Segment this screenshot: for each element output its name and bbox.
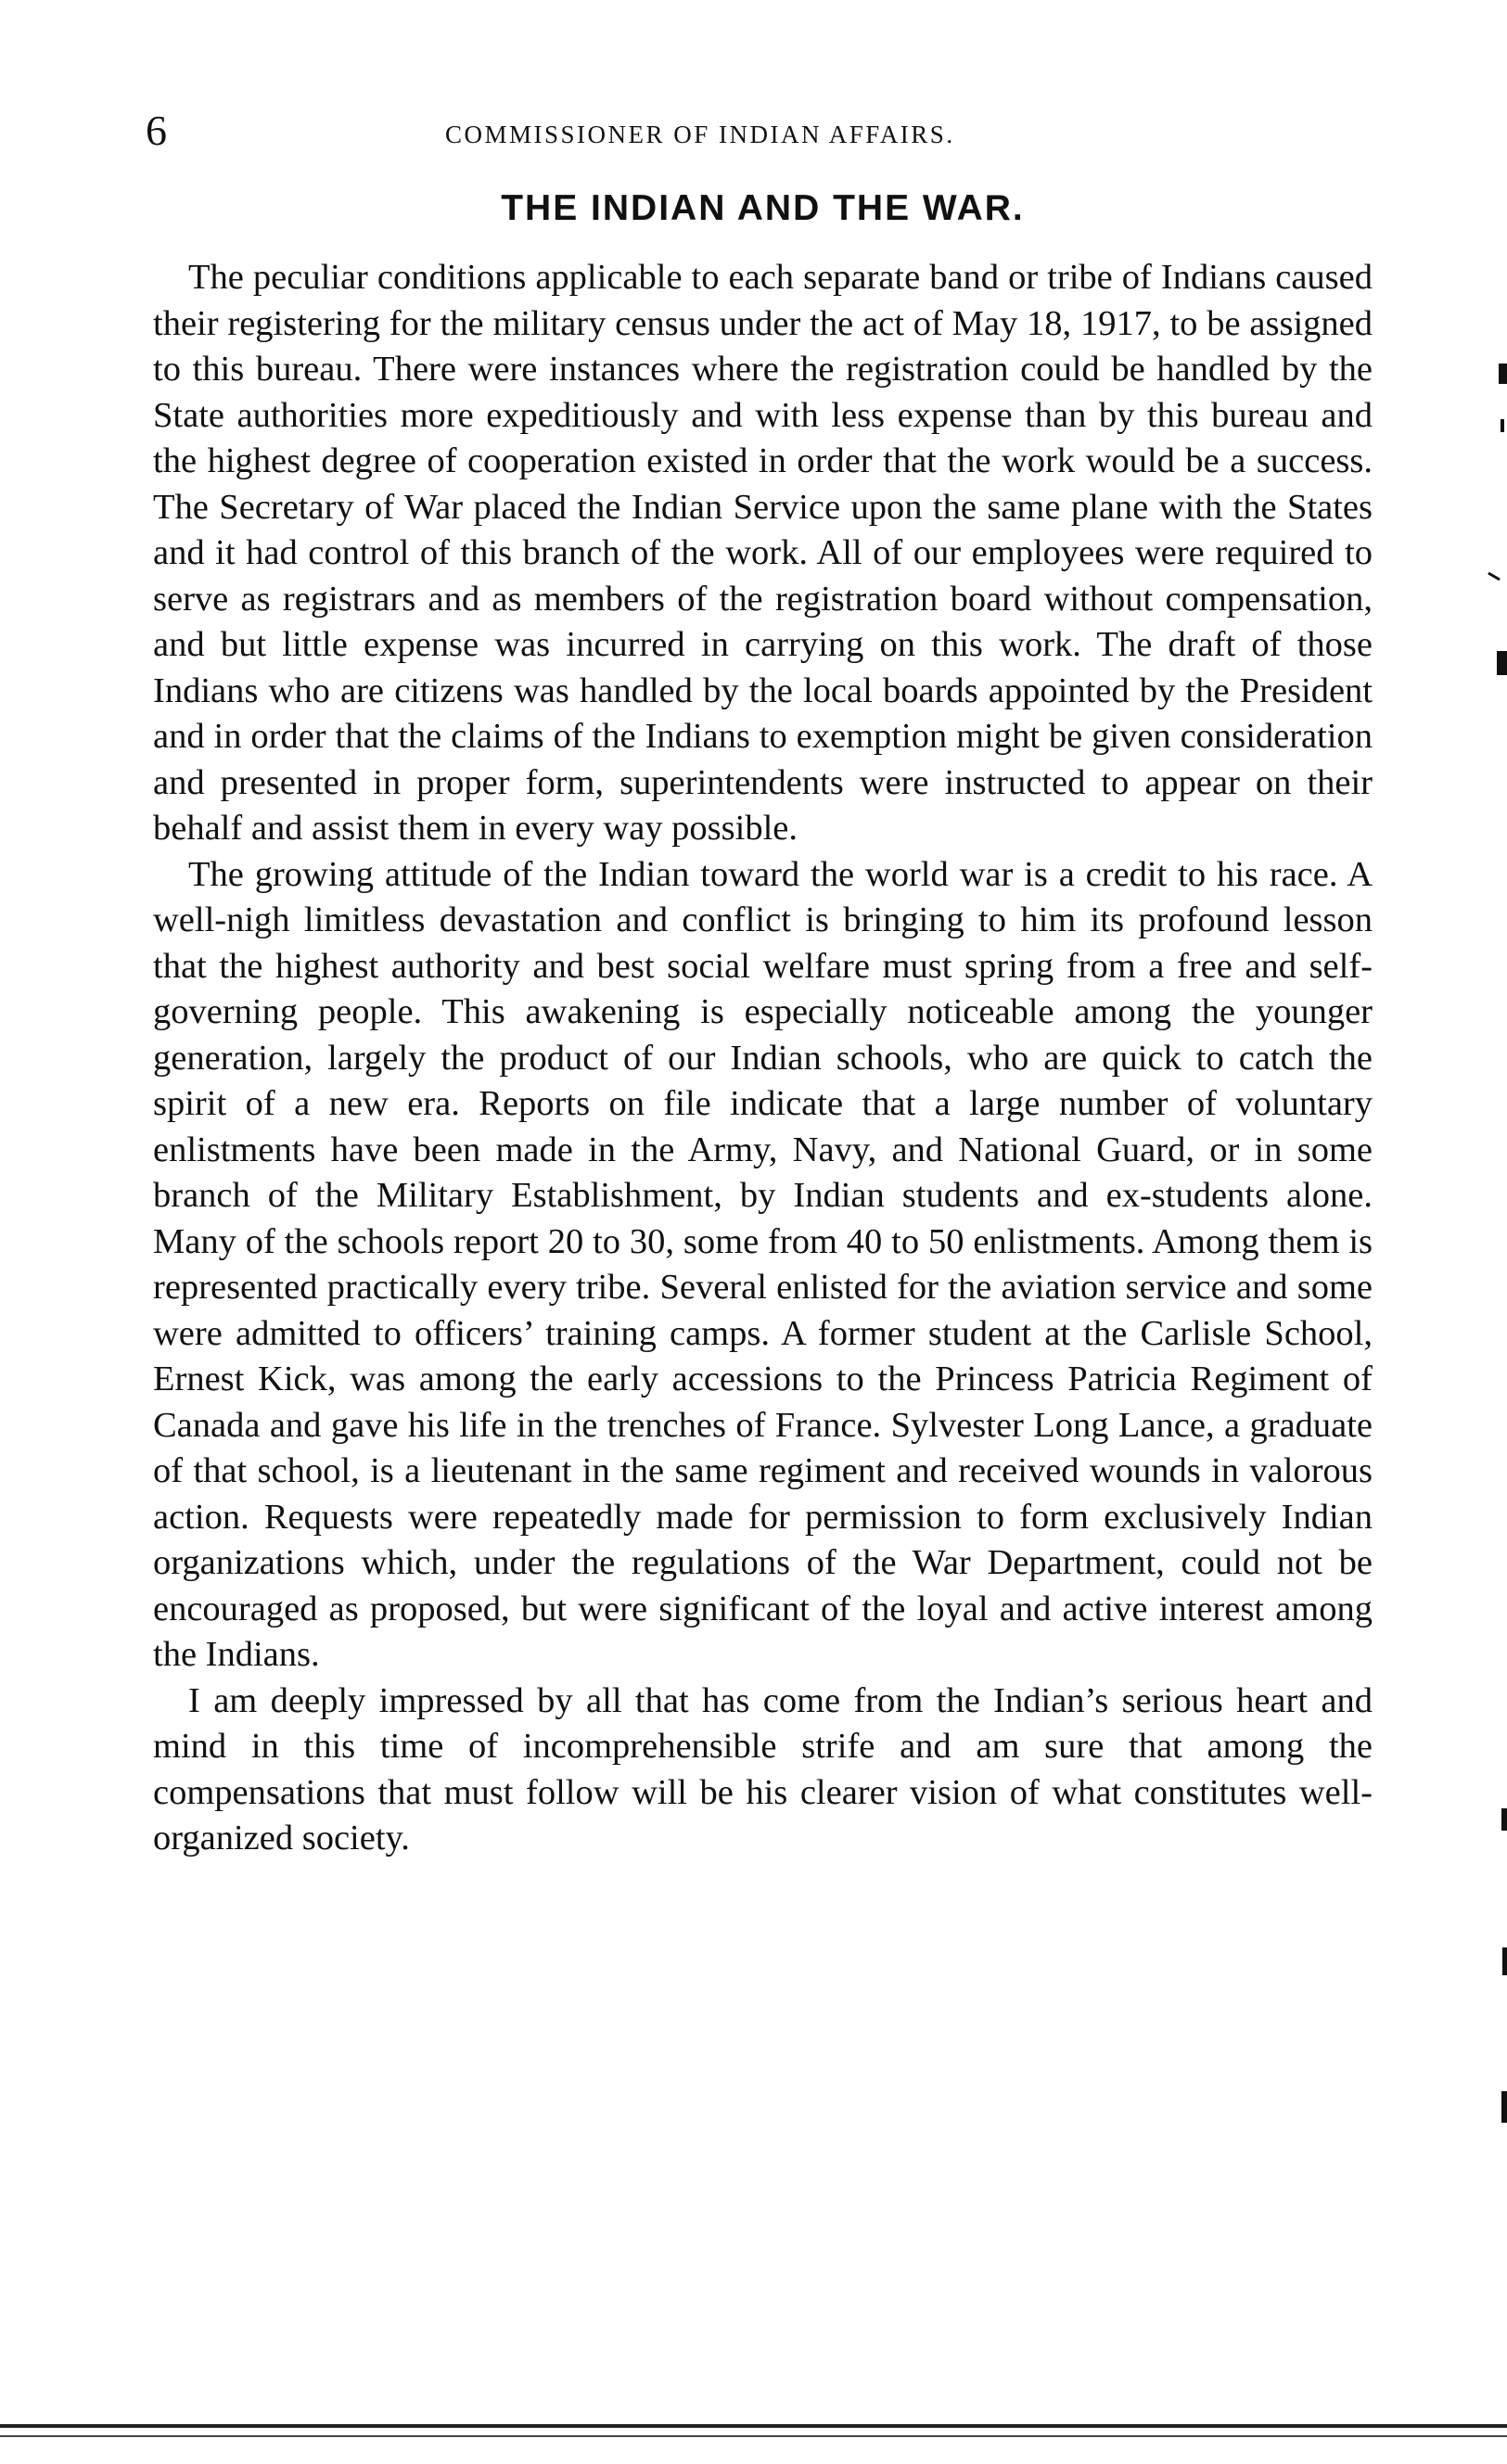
running-head: COMMISSIONER OF INDIAN AFFAIRS.	[445, 121, 955, 148]
scan-mark	[1502, 1947, 1507, 1975]
page-edge-line	[0, 2424, 1507, 2428]
page-edge-line	[0, 2435, 1507, 2437]
article-title: THE INDIAN AND THE WAR.	[501, 188, 1025, 228]
article-body	[153, 255, 1373, 1862]
scan-mark	[1501, 2091, 1507, 2123]
paragraph-census: The peculiar conditions applicable to each separate band or tribe of Indians caused their registering for the military census under the act of May 18, 1917, to be assigned to this bureau. There were instances where the registration could be handled by the State authorities more expeditiously and with less expense than by this bureau and the highest degree of cooperation existed in order that the work would be a success. The Secretary of War placed the Indian Service upon the same plane with the States and it had control of this branch of the work. All of our employees were required to serve as registrars and as members of the registration board without compensation, and but little expense was incurred in carrying on this work. The draft of those Indians who are citizens was handled by the local boards appointed by the President and in order that the claims of the Indians to exemption might be given consideration and presented in proper form, superintendents were instructed to appear on their behalf and assist them in every way possible.	[153, 258, 1373, 848]
paragraph-attitude: The growing attitude of the Indian toward the world war is a credit to his race. A well-nigh limitless devastation and conflict is bringing to him its profound lesson that the highest authority and best social welfare must spring from a free and self-governing people. This awakening is especially noticeable among the younger generation, largely the product of our Indian schools, who are quick to catch the spirit of a new era. Reports on file indicate that a large number of voluntary enlistments have been made in the Army, Navy, and National Guard, or in some branch of the Military Establishment, by Indian students and ex-students alone. Many of the schools report 20 to 30, some from 40 to 50 enlistments. Among them is represented practically every tribe. Several enlisted for the aviation service and some were admitted to officers’ training camps. A former student at the Carlisle School, Ernest Kick, was among the early accessions to the Princess Patricia Regiment of Canada and gave his life in the trenches of France. Sylvester Long Lance, a graduate of that school, is a lieutenant in the same regiment and received wounds in valorous action. Requests were repeatedly made for permission to form exclusively Indian organizations which, under the regulations of the War Department, could not be encouraged as proposed, but were significant of the loyal and active interest among the Indians.	[153, 854, 1373, 1674]
scan-mark	[1501, 1808, 1507, 1831]
scan-mark	[1488, 572, 1501, 581]
page-number: 6	[146, 107, 167, 154]
scan-mark	[1501, 419, 1504, 432]
scan-mark	[1499, 364, 1507, 384]
paragraph-conclusion: I am deeply impressed by all that has come from the Indian’s serious heart and mind in this time of incomprehensible strife and am sure that among the compensations that must follow will be his clearer vision of what constitutes well-organized society.	[153, 1680, 1373, 1858]
scan-mark	[1497, 651, 1507, 675]
